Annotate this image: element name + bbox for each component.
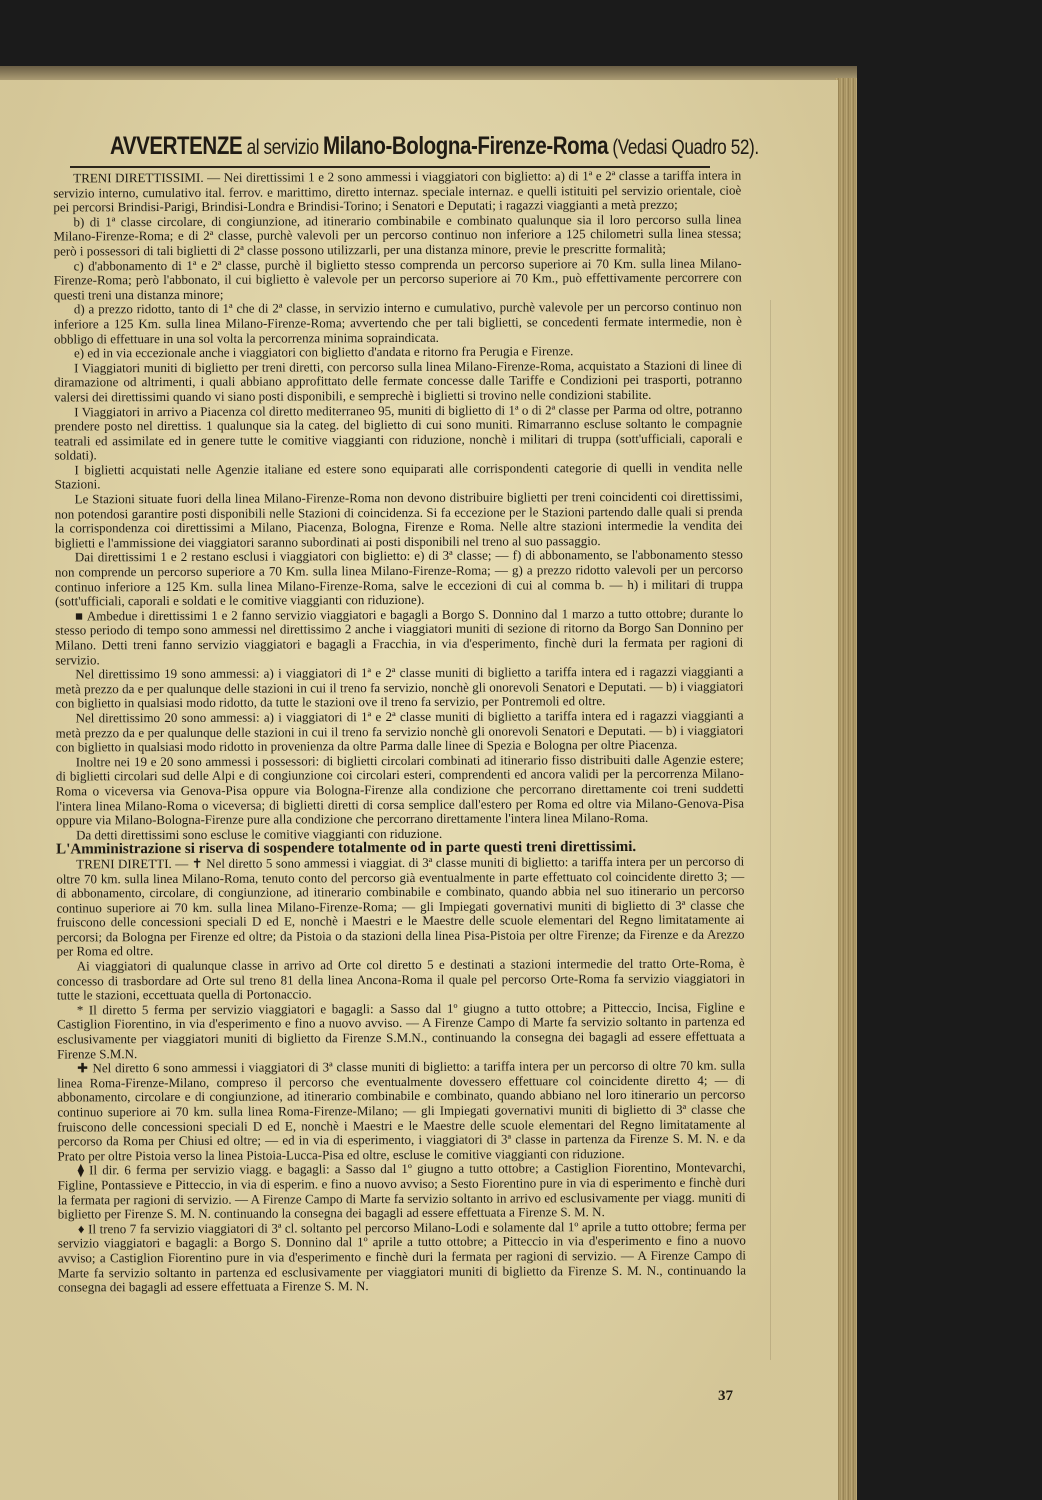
paragraph-diretto-6: ✚ Nel diretto 6 sono ammessi i viaggiatori di 3ª classe muniti di biglietto: a tariffa intera per un percorso di oltre 70 km. sulla linea Roma-Firenze-Milano, compreso il percorso che eventualmente dovessero effettuare col coincidente diretto 4; — di abbonamento, circolare e di congiunzione, ad itinerario combinabile e combinato, quando abbiano nel loro itinerario un percorso continuo superiore ai 70 km. sulla linea Roma-Firenze-Milano; — gli Impiegati governativi muniti di biglietto di 3ª classe che fruiscono delle concessioni speciali D ed E, nonchè i Maestri e le Maestre delle scuole elementari del Regno limitatamente al percorso da Roma per Chiusi ed oltre; — ed in via di esperimento, i viaggiatori di 3ª classe in partenza da Firenze S. M. N. e da Prato per oltre Pistoia verso la linea Pistoia-Lucca-Pisa ed oltre, escluse le comitive viaggianti con riduzione. — [57, 1057, 746, 1164]
paragraph-19: Nel direttissimo 19 sono ammessi: a) i viaggiatori di 1ª e 2ª classe muniti di biglietto a tariffa intera ed i ragazzi viaggianti a metà prezzo da e per qualunque delle stazioni in cui il treno fa servizio, nonchè gli onorevoli Senatori e Deputati. — b) i viaggiatori con biglietto in qualsiasi modo ridotto, da tutte le stazioni ove il treno fa servizio, per Pontremoli ed oltre. — [55, 663, 744, 711]
paragraph-amministrazione: L'Amministrazione si riserva di sospendere totalmente od in parte questi treni direttissimi. — [56, 839, 637, 858]
paragraph-b: b) di 1ª classe circolare, di congiunzione, ad itinerario combinabile e combinato qualunque sia il loro percorso sulla linea Milano-Firenze-Roma; e di 2ª classe, purchè valevoli per un percorso continuo non inferiore a 125 chilometri sulla linea stessa; però i possessori di tali biglietti di 2ª classe possono utilizzarli, per una distanza minore, previe le prescritte formalità; — [53, 211, 742, 259]
paragraph-borgo: ■ Ambedue i direttissimi 1 e 2 fanno servizio viaggiatori e bagagli a Borgo S. Donnino dal 1 marzo a tutto ottobre; durante lo stesso periodo di tempo sono ammessi nel direttissimo 2 anche i viaggiatori muniti di sezione di ritorno da Borgo San Donnino per Milano. Detti treni fanno servizio viaggiatori e bagagli a Fracchia, in via d'esperimento, finchè duri la fermata per ragioni di servizio. — [55, 605, 744, 668]
paragraph-d: d) a prezzo ridotto, tanto di 1ª che di 2ª classe, in servizio interno e cumulativo, purchè valevole per un percorso continuo non inferiore a 125 Km. sulla linea Milano-Firenze-Roma; avvertendo che per tali biglietti, se concedenti fermate intermedie, non è obbligo di effettuare in una sol volta la percorrenza minima sopraindicata. — [53, 298, 742, 347]
fold-shadow — [770, 300, 771, 1360]
paragraph-c: c) d'abbonamento di 1ª e 2ª classe, purchè il biglietto stesso comprenda un percorso superiore ai 70 Km. sulla linea Milano-Firenze-Roma; però l'abbonato, il cui biglietto è valevole per un percorso superiore ai 70 Km., può effettivamente percorrere con questi treni una distanza minore; — [53, 255, 742, 303]
page-stack-edge — [835, 78, 857, 1500]
paragraph-comitive: Da detti direttissimi sono escluse le comitive viaggianti con riduzione. — [76, 825, 443, 843]
paragraph-orte: Ai viaggiatori di qualunque classe in arrivo ad Orte col diretto 5 e destinati a stazioni intermedie del tratto Orte-Roma, è concesso di trasbordare ad Orte sul treno 81 della linea Ancona-Roma il quale pel percorso Orte-Roma fa servizio viaggiatori in tutte le stazioni, eccettuata quella di Portonaccio. — [56, 955, 745, 1003]
body-text — [53, 169, 747, 1452]
paragraph-diretto-5: * Il diretto 5 ferma per servizio viaggiatori e bagagli: a Sasso dal 1º giugno a tutto ottobre; a Pitteccio, Incisa, Figline e Castiglion Fiorentino, in via d'esperimento e fino a nuovo avviso. — A Firenze Campo di Marte fa servizio soltanto in partenza ed esclusivamente per viaggiatori muniti di biglietto da Firenze S.M.N., continuando la consegna dei bagagli ad essere effettuata a Firenze S.M.N. — [56, 999, 746, 1062]
paragraph-piacenza: I Viaggiatori in arrivo a Piacenza col diretto mediterraneo 95, muniti di biglietto di 1ª o di 2ª classe per Parma od oltre, potranno prendere posto nel direttiss. 1 qualunque sia la categ. del biglietto di cui sono muniti. Rimarranno escluse soltanto le compagnie teatrali ed assimilate ed in genere tutte le comitive viaggianti con riduzione, nonchè i militari di truppa (sott'ufficiali, caporali e soldati). — [54, 401, 743, 463]
page-number: 37 — [718, 1388, 733, 1404]
document-page — [0, 80, 838, 1500]
paragraph-viaggiatori-diretti: I Viaggiatori muniti di biglietto per treni diretti, con percorso sulla linea Milano-Firenze-Roma, acquistato a Stazioni di linee di diramazione od altrimenti, i quali abbiano approfittato delle fermate concesse dalle Tariffe e Condizioni pei trasporti, potranno valersi dei direttissimi quando vi siano posti disponibili, e semprechè i biglietti si trovino nelle condizioni stabilite. — [54, 357, 743, 405]
title-al: al — [242, 136, 264, 159]
paragraph-diretti: TRENI DIRETTI. — ✝ Nel diretto 5 sono ammessi i viaggiat. di 3ª classe muniti di biglietto: a tariffa intera per un percorso di oltre 70 km. sulla linea Milano-Roma, tenuto conto del percorso già eventualmente in parte effettuato col coincidente diretto 3; — di abbonamento, circolare, di congiunzione, ad itinerario combinabile e combinato, quando abbia nel suo itinerario un percorso continuo superiore ai 70 km. sulla linea Milano-Firenze-Roma; — gli Impiegati governativi muniti di biglietto di 3ª classe che fruiscono delle concessioni speciali D ed E, nonchè i Maestri e le Maestre delle scuole elementari del Regno limitatamente ai percorsi; da Bologna per Firenze ed oltre; da Pistoia o da stazioni della linea Pisa-Pistoia per oltre Firenze; da Firenze e da Arezzo per Roma ed oltre. — [56, 853, 745, 959]
title-route: Milano-Bologna-Firenze-Roma — [323, 132, 609, 160]
paragraph-direttissimi: TRENI DIRETTISSIMI. — Nei direttissimi 1 e 2 sono ammessi i viaggiatori con biglietto: a) di 1ª e 2ª classe a tariffa intera in servizio interno, cumulativo ital. ferrov. e marittimo, diretto internaz. speciale internaz. e quelli istituiti pel servizio orientale, cioè pei percorsi Brindisi-Parigi, Brindisi-Londra e Brindisi-Torino; i Senatori e Deputati; i ragazzi viaggianti a metà prezzo; — [53, 167, 742, 215]
paragraph-stazioni: Le Stazioni situate fuori della linea Milano-Firenze-Roma non devono distribuire biglietti per treni coincidenti coi direttissimi, non potendosi garantire posti disponibili nelle Stazioni di coincidenza. Si fa eccezione per le Stazioni partendo dalle quali si prenda la corrispondenza coi direttissimi a Milano, Piacenza, Bologna, Firenze e Roma. Nelle altre stazioni intermedie la vendita dei biglietti e l'ammissione dei viaggiatori saranno subordinati ai posti disponibili nel treno al suo passaggio. — [54, 488, 743, 551]
paragraph-e: e) ed in via eccezionale anche i viaggiatori con biglietto d'andata e ritorno fra Perugia e Firenze. — [73, 343, 574, 361]
paragraph-inoltre: Inoltre nei 19 e 20 sono ammessi i possessori: di biglietti circolari combinati ad itinerario fisso distribuiti dalle Agenzie estere; di biglietti circolari sud delle Alpi e di congiunzione coi circolari esteri, comprendenti ed ancora validi per la percorrenza Milano-Roma o viceversa via Genova-Pisa oppure via Bologna-Firenze alla condizione che percorrano direttamente coi treni suddetti l'intera linea Milano-Roma o viceversa; di biglietti diretti di corsa semplice dall'estero per Roma ed oltre via Milano-Genova-Pisa oppure via Milano-Bologna-Firenze pure alla condizione che percorrano direttamente l'intera linea Milano-Roma. — [55, 751, 745, 828]
paragraph-20: Nel direttissimo 20 sono ammessi: a) i viaggiatori di 1ª e 2ª classe muniti di biglietto a tariffa intera ed i ragazzi viaggianti a metà prezzo da e per qualunque delle stazioni in cui il treno fa servizio nonchè gli onorevoli Senatori e Deputati. — b) i viaggiatori con biglietto in qualsiasi modo ridotto in provenienza da oltre Parma dalle linee di Spezia e Bologna per oltre Piacenza. — [55, 707, 744, 755]
paragraph-dir-6-ferma: ⧫ Il dir. 6 ferma per servizio viagg. e bagagli: a Sasso dal 1º giugno a tutto ottobre; a Castiglion Fiorentino, Montevarchi, Figline, Pontassieve e Pitteccio, in via di esperim. e fino a nuovo avviso; a Sesto Fiorentino pure in via di esperimento e finchè duri la fermata per ragioni di servizio. — A Firenze Campo di Marte fa servizio soltanto in arrivo ed esclusivamente per viagg. muniti di biglietto per Firenze S. M. N. continuando la consegna dei bagagli ad essere effettuata a Firenze S. M. N. — [57, 1159, 746, 1222]
paragraph-esclusi: Dai direttissimi 1 e 2 restano esclusi i viaggiatori con biglietto: e) di 3ª classe; — f) di abbonamento, se l'abbonamento stesso non comprende un percorso superiore a 70 Km. sulla linea Milano-Firenze-Roma; — g) a prezzo ridotto valevoli per un percorso continuo inferiore a 125 Km. sulla linea Milano-Firenze-Roma, salve le eccezioni di cui al comma b. — h) i militari di truppa (sott'ufficiali, caporali e soldati e le comitive viaggianti con riduzione). — [54, 546, 744, 609]
page-title — [110, 132, 759, 161]
title-main: AVVERTENZE — [110, 132, 243, 160]
title-servizio: servizio — [263, 136, 324, 159]
title-ref: (Vedasi Quadro 52). — [608, 136, 759, 159]
paragraph-treno-7: ♦ Il treno 7 fa servizio viaggiatori di 3ª cl. soltanto pel percorso Milano-Lodi e solamente dal 1º aprile a tutto ottobre; ferma per servizio viaggiatori e bagagli: a Borgo S. Donnino dal 1º aprile a tutto ottobre; a Pitteccio in via d'esperimento e fino a nuovo avviso; a Castiglion Fiorentino pure in via d'esperimento e finchè duri la fermata per ragioni di servizio. — A Firenze Campo di Marte fa servizio soltanto in partenza ed esclusivamente per viaggiatori muniti di biglietto da Firenze S. M. N., continuando la consegna dei bagagli ad essere effettuata a Firenze S. M. N. — [57, 1218, 747, 1295]
paragraph-agenzie: I biglietti acquistati nelle Agenzie italiane ed estere sono equiparati alle corrispondenti categorie di quelli in vendita nelle Stazioni. — [54, 459, 743, 492]
